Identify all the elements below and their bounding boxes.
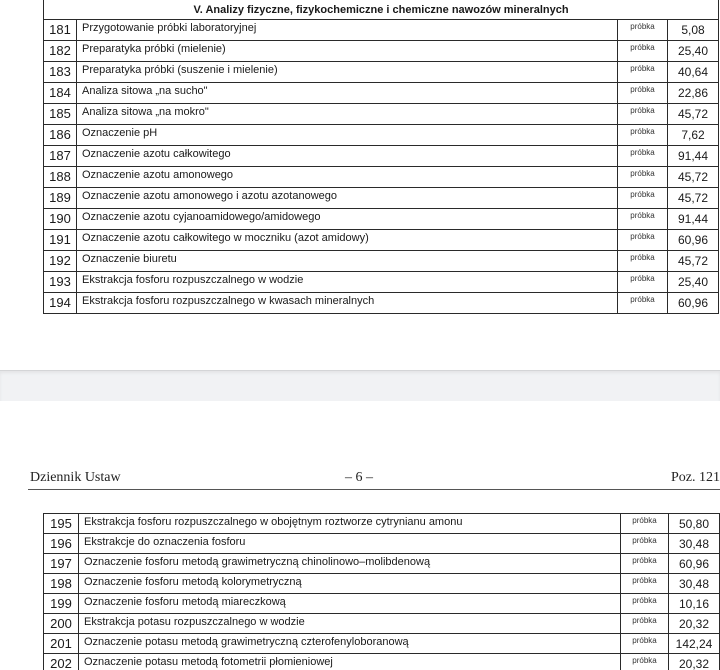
table-row xyxy=(44,146,719,167)
row-fee-value: 40,64 xyxy=(668,62,719,83)
row-number: 184 xyxy=(44,83,77,104)
row-description: Oznaczenie fosforu metodą kolorymetryczną xyxy=(79,574,621,594)
row-description: Oznaczenie azotu amonowego i azotu azotanowego xyxy=(77,188,618,209)
row-unit: próbka xyxy=(621,654,669,670)
row-number: 189 xyxy=(44,188,77,209)
row-unit: próbka xyxy=(618,83,668,104)
row-unit: próbka xyxy=(621,574,669,594)
table-row xyxy=(44,594,720,614)
row-description: Preparatyka próbki (mielenie) xyxy=(77,41,618,62)
row-description: Preparatyka próbki (suszenie i mielenie) xyxy=(77,62,618,83)
row-description: Oznaczenie azotu amonowego xyxy=(77,167,618,188)
row-unit: próbka xyxy=(618,41,668,62)
table-row xyxy=(44,272,719,293)
row-fee-value: 20,32 xyxy=(669,614,720,634)
table-row xyxy=(44,251,719,272)
row-description: Ekstrakcja potasu rozpuszczalnego w wodzie xyxy=(79,614,621,634)
table-row xyxy=(44,209,719,230)
row-description: Ekstrakcje do oznaczenia fosforu xyxy=(79,534,621,554)
row-number: 187 xyxy=(44,146,77,167)
row-number: 199 xyxy=(44,594,79,614)
row-number: 182 xyxy=(44,41,77,62)
row-description: Ekstrakcja fosforu rozpuszczalnego w kwasach mineralnych xyxy=(77,293,618,314)
row-unit: próbka xyxy=(621,534,669,554)
row-fee-value: 91,44 xyxy=(668,209,719,230)
row-fee-value: 45,72 xyxy=(668,104,719,125)
table-row xyxy=(44,634,720,654)
row-fee-value: 91,44 xyxy=(668,146,719,167)
row-number: 193 xyxy=(44,272,77,293)
table-row xyxy=(44,614,720,634)
section-title: V. Analizy fizyczne, fizykochemiczne i chemiczne nawozów mineralnych xyxy=(44,0,719,20)
row-number: 196 xyxy=(44,534,79,554)
row-fee-value: 142,24 xyxy=(669,634,720,654)
table-row xyxy=(44,167,719,188)
table-row xyxy=(44,62,719,83)
row-description: Oznaczenie azotu całkowitego w moczniku (azot amidowy) xyxy=(77,230,618,251)
row-unit: próbka xyxy=(618,62,668,83)
section-header-row xyxy=(44,0,719,20)
row-number: 183 xyxy=(44,62,77,83)
row-number: 202 xyxy=(44,654,79,670)
row-number: 197 xyxy=(44,554,79,574)
row-unit: próbka xyxy=(618,188,668,209)
table-row xyxy=(44,514,720,534)
fee-table-top xyxy=(43,0,719,314)
row-description: Ekstrakcja fosforu rozpuszczalnego w obojętnym roztworze cytrynianu amonu xyxy=(79,514,621,534)
row-unit: próbka xyxy=(618,272,668,293)
row-description: Oznaczenie pH xyxy=(77,125,618,146)
row-fee-value: 10,16 xyxy=(669,594,720,614)
table-row xyxy=(44,654,720,670)
row-fee-value: 30,48 xyxy=(669,574,720,594)
row-unit: próbka xyxy=(618,20,668,41)
row-description: Oznaczenie potasu metodą fotometrii płomieniowej xyxy=(79,654,621,670)
page-header xyxy=(28,467,720,490)
table-row xyxy=(44,20,719,41)
row-description: Oznaczenie azotu całkowitego xyxy=(77,146,618,167)
row-unit: próbka xyxy=(621,614,669,634)
row-number: 191 xyxy=(44,230,77,251)
row-number: 192 xyxy=(44,251,77,272)
row-fee-value: 60,96 xyxy=(668,230,719,251)
row-description: Oznaczenie fosforu metodą miareczkową xyxy=(79,594,621,614)
table-row xyxy=(44,293,719,314)
row-description: Analiza sitowa „na sucho" xyxy=(77,83,618,104)
row-number: 185 xyxy=(44,104,77,125)
row-fee-value: 45,72 xyxy=(668,188,719,209)
table-row xyxy=(44,104,719,125)
row-number: 201 xyxy=(44,634,79,654)
row-fee-value: 45,72 xyxy=(668,251,719,272)
row-number: 188 xyxy=(44,167,77,188)
row-number: 195 xyxy=(44,514,79,534)
row-number: 200 xyxy=(44,614,79,634)
fee-table-bottom xyxy=(43,513,720,670)
row-unit: próbka xyxy=(621,594,669,614)
table-row xyxy=(44,554,720,574)
row-unit: próbka xyxy=(618,293,668,314)
row-fee-value: 60,96 xyxy=(669,554,720,574)
row-description: Przygotowanie próbki laboratoryjnej xyxy=(77,20,618,41)
row-fee-value: 5,08 xyxy=(668,20,719,41)
table-row xyxy=(44,125,719,146)
table-row xyxy=(44,230,719,251)
row-number: 181 xyxy=(44,20,77,41)
row-description: Analiza sitowa „na mokro" xyxy=(77,104,618,125)
row-description: Oznaczenie fosforu metodą grawimetryczną chinolinowo–molibdenową xyxy=(79,554,621,574)
row-description: Oznaczenie azotu cyjanoamidowego/amidowego xyxy=(77,209,618,230)
row-fee-value: 45,72 xyxy=(668,167,719,188)
row-unit: próbka xyxy=(621,634,669,654)
row-unit: próbka xyxy=(621,554,669,574)
row-fee-value: 30,48 xyxy=(669,534,720,554)
position-number: Poz. 121 xyxy=(671,470,720,485)
row-unit: próbka xyxy=(621,514,669,534)
row-fee-value: 25,40 xyxy=(668,41,719,62)
row-description: Oznaczenie potasu metodą grawimetryczną czterofenyloboranową xyxy=(79,634,621,654)
row-number: 190 xyxy=(44,209,77,230)
row-fee-value: 25,40 xyxy=(668,272,719,293)
page-number: – 6 – xyxy=(345,470,373,485)
row-description: Oznaczenie biuretu xyxy=(77,251,618,272)
row-description: Ekstrakcja fosforu rozpuszczalnego w wodzie xyxy=(77,272,618,293)
table-row xyxy=(44,83,719,104)
row-fee-value: 7,62 xyxy=(668,125,719,146)
journal-title: Dziennik Ustaw xyxy=(30,470,121,485)
table-row xyxy=(44,41,719,62)
table-row xyxy=(44,534,720,554)
row-number: 194 xyxy=(44,293,77,314)
row-unit: próbka xyxy=(618,251,668,272)
row-unit: próbka xyxy=(618,146,668,167)
row-unit: próbka xyxy=(618,104,668,125)
row-unit: próbka xyxy=(618,167,668,188)
row-unit: próbka xyxy=(618,209,668,230)
row-number: 198 xyxy=(44,574,79,594)
row-unit: próbka xyxy=(618,230,668,251)
row-number: 186 xyxy=(44,125,77,146)
table-row xyxy=(44,188,719,209)
row-fee-value: 60,96 xyxy=(668,293,719,314)
row-fee-value: 50,80 xyxy=(669,514,720,534)
row-fee-value: 22,86 xyxy=(668,83,719,104)
row-unit: próbka xyxy=(618,125,668,146)
row-fee-value: 20,32 xyxy=(669,654,720,670)
document-page-6 xyxy=(0,401,720,670)
table-row xyxy=(44,574,720,594)
page-separator xyxy=(0,370,720,402)
